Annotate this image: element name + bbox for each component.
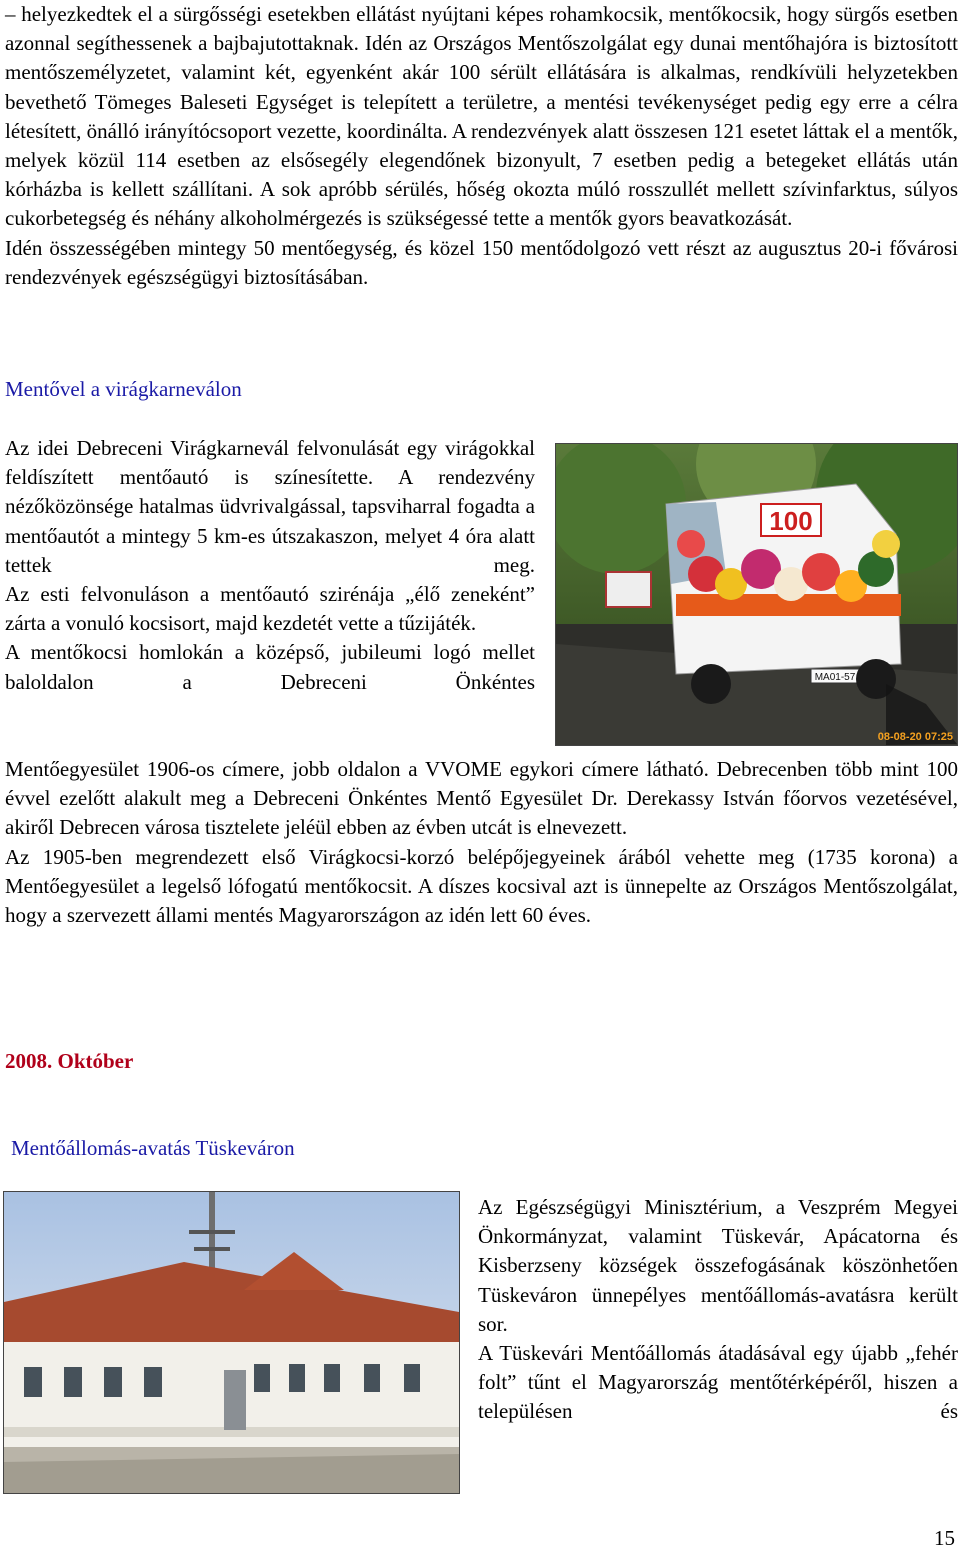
ambulance-badge-text: 100 [769, 506, 813, 536]
page-number: 15 [934, 1526, 955, 1550]
license-plate-text: MA01-57 [814, 672, 856, 683]
station-photo-art [4, 1192, 459, 1493]
section1-full-text [5, 755, 958, 930]
section2-paragraph-1: Az Egészségügyi Minisztérium, a Veszprém Megyei Önkormányzat, valamint Tüskevár, Apácatorna és Kisberzseny községek összefogásának köszönhetően Tüskeváron ünnepélyes mentőállomás-avatásra került sor. [478, 1195, 958, 1336]
section1-paragraph-1: Az idei Debreceni Virágkarnevál felvonulását egy virágokkal feldíszített mentőautó is színesítette. A rendezvény nézőközönsége hatalmas üdvrivalgással, tapsviharral fogadta a mentőautót a mintegy 5 km-es útszakaszon, melyet 4 óra alatt tettek meg. [5, 436, 535, 577]
section1-paragraph-3-rest: Mentőegyesület 1906-os címere, jobb oldalon a VVOME egykori címere látható. Debrecenben több mint 100 évvel ezelőtt alakult meg a Debreceni Önkéntes Mentő Egyesület Dr. Derekassy István főorvos vezetésével, akiről Debrecen városa tisztelete jeléül ebben az évben utcát is elnevezett. [5, 757, 958, 840]
section1-paragraph-4: Az 1905-ben megrendezett első Virágkocsi-korzó belépőjegyeinek árából vehette meg (1735 korona) a Mentőegyesület a legelső lófogatú mentőkocsit. A díszes kocsival azt is ünnepelte az Országos Mentőszolgálat, hogy a szervezett állami mentés Magyarországon az idén lett 60 éves. [5, 844, 958, 928]
section1-paragraph-3-start: A mentőkocsi homlokán a középső, jubileumi logó mellet baloldalon a Debreceni Önkéntes [5, 640, 535, 694]
ambulance-photo-art [556, 444, 957, 745]
section2-text [478, 1193, 958, 1427]
photo-timestamp: 08-08-20 07:25 [877, 731, 953, 743]
intro-text [5, 0, 958, 292]
intro-paragraph-2: Idén összességében mintegy 50 mentőegység, és közel 150 mentődolgozó vett részt az augusztus 20-i fővárosi rendezvények egészségügyi biztosításában. [5, 235, 958, 289]
ambulance-photo [555, 443, 958, 746]
section2-paragraph-2: A Tüskevári Mentőállomás átadásával egy újabb „fehér folt” tűnt el Magyarország mentőtérképéről, hiszen a településen és [478, 1341, 958, 1424]
month-heading [5, 1047, 133, 1076]
month-heading-month: Október [57, 1049, 134, 1073]
section-title-viragkarneval: Mentővel a virágkarneválon [5, 377, 242, 401]
section1-paragraph-2: Az esti felvonuláson a mentőautó szirénája „élő zeneként” zárta a vonuló kocsisort, majd kezdetét vette a tűzijáték. [5, 582, 535, 636]
section-title-tuskevar: Mentőállomás-avatás Tüskeváron [11, 1136, 295, 1160]
section1-wrap-text [5, 434, 535, 697]
month-heading-year: 2008. [5, 1049, 53, 1073]
intro-paragraph-1: – helyezkedtek el a sürgősségi esetekben ellátást nyújtani képes rohamkocsik, mentőkocsik, hogy sürgős esetben azonnal segíthessenek a bajbajutottaknak. Idén az Országos Mentőszolgálat egy dunai mentőhajóra is biztosított mentőszemélyzetet, valamint két, egyenként akár 100 sérült ellátására is alkalmas, rendkívüli helyzetekben bevethető Tömeges Baleseti Egységet is telepített a területre, a mentési tevékenységet pedig egy erre a célra létesített, önálló irányítócsoport vezette, koordinálta. A rendezvények alatt összesen 121 esetet láttak el a mentők, melyek közül 114 esetben az elsősegély elegendőnek bizonyult, 7 esetben pedig a betegeket ellátás után kórházba is kellett szállítani. A sok apróbb sérülés, hőség okozta múló rosszullét mellett szívinfarktus, súlyos cukorbetegség és néhány alkoholmérgezés is szükségessé tette a mentők gyors beavatkozását. [5, 2, 958, 231]
station-photo [3, 1191, 460, 1494]
